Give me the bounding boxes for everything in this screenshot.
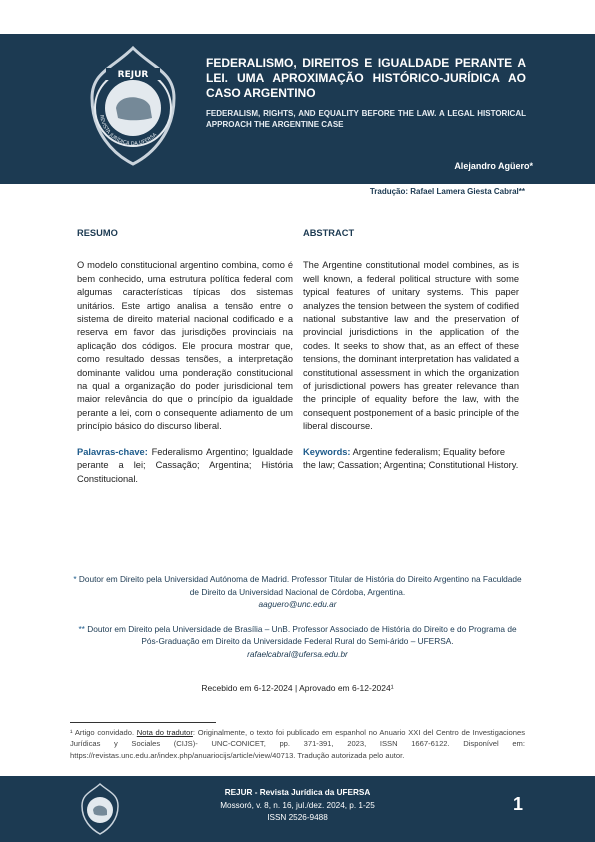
keywords-label: Keywords: — [303, 446, 351, 457]
logo-text: REJUR — [117, 70, 149, 80]
author-1-email[interactable]: aaguero@unc.edu.ar — [258, 599, 337, 609]
note-1-text: Doutor em Direito pela Universidad Autónoma de Madrid. Professor Titular de História do Direito Argentino na Faculdade de Direito da Universidad Nacional de Córdoba, Argentina. — [76, 574, 522, 597]
author-notes — [70, 573, 525, 672]
abstract-column — [303, 227, 519, 473]
palavras-chave-text: Federalismo Argentino; Igualdade perante a lei; Cassação; Argentina; História Constitucional. — [77, 446, 293, 484]
note-1-mark: * — [73, 574, 77, 584]
author-name: Alejandro Agüero* — [454, 161, 533, 171]
resumo-body: O modelo constitucional argentino combina, como é bem conhecido, uma estrutura política federal com algumas características típicas dos sistemas unitários. Este artigo analisa a tensão entre o sistema de direito material nacional codificado e a reserva em favor das jurisdições provinciais na aplicação dos códigos. Ele procura mostrar que, como resultado dessas tensões, a interpretação dominante validou uma ponderação constitucional na qual a organização do poder jurisdicional tem maior relevância do que o princípio da igualdade perante a lei, com o consequente adiamento de um princípio básico do discurso liberal. — [77, 260, 293, 432]
logo-ring-text: REVISTA JURÍDICA DA UFERSA — [98, 114, 159, 148]
rejur-logo — [78, 42, 188, 170]
palavras-chave — [77, 446, 293, 486]
note-2-mark: ** — [78, 623, 85, 634]
received-approved-dates: Recebido em 6-12-2024 | Aprovado em 6-12-2024¹ — [201, 683, 394, 693]
translator-note-label: Nota do tradutor — [136, 728, 193, 737]
keywords-text: Argentine federalism; Equality before the law; Cassation; Argentina; Constitutional History. — [303, 446, 519, 471]
footer-issue: Mossoró, v. 8, n. 16, jul./dez. 2024, p. 1-25 — [220, 800, 375, 810]
translator-line: Tradução: Rafael Lamera Giesta Cabral** — [369, 187, 525, 196]
resumo-heading: RESUMO — [77, 228, 118, 238]
footnote-divider — [70, 722, 216, 723]
footnote-1 — [70, 727, 525, 761]
footnote-mark: ¹ — [70, 728, 73, 737]
page-footer — [0, 776, 595, 842]
author-note-2 — [70, 623, 525, 661]
author-2-email[interactable]: rafaelcabral@ufersa.edu.br — [247, 648, 348, 659]
palavras-chave-label: Palavras-chave: — [77, 446, 148, 457]
abstract-body: The Argentine constitutional model combines, as is well known, a federal political structure with some typical features of unitary systems. This paper analyzes the tension between the system of codified national substantive law and the preservation of provincial jurisdictions in the application of the codes. It seeks to show that, as an effect of these tensions, the dominant interpretation has validated a constitutional assessment in which the organization of jurisdictional powers has greater relevance than the principle of equality before the law, with the consequent postponement of a basic principle of the liberal discourse. — [303, 260, 519, 432]
resumo-column — [77, 227, 293, 486]
footnote-text: : Originalmente, o texto foi publicado em espanhol no Anuario XXI del Centro de Investigaciones Jurídicas y Sociales (CIJS)- UNC-CONICET, pp. 371-391, 2023, ISSN 1667-6122. Disponível em: https://revistas.unc.edu.ar/index.php/anuariocijs/article/view/40713. Tradução autorizada pelo autor. — [70, 728, 525, 760]
footer-journal: REJUR - Revista Jurídica da UFERSA — [224, 788, 371, 797]
article-title-en: FEDERALISM, RIGHTS, AND EQUALITY BEFORE THE LAW. A LEGAL HISTORICAL APPROACH THE ARGENTINE CASE — [206, 109, 526, 129]
note-2-text: Doutor em Direito pela Universidade de Brasília – UnB. Professor Associado de História do Direito e do Programa de Pós-Graduação em Direito da Universidade Federal Rural do Semi-árido – UFERSA. — [84, 623, 517, 646]
author-note-1 — [70, 573, 525, 611]
keywords — [303, 446, 519, 473]
title-banner — [0, 34, 595, 184]
article-title-pt: FEDERALISMO, DIREITOS E IGUALDADE PERANTE A LEI. UMA APROXIMAÇÃO HISTÓRICO-JURÍDICA AO CASO ARGENTINO — [206, 56, 526, 100]
footer-citation — [0, 787, 595, 825]
page-number: 1 — [512, 794, 523, 814]
abstract-heading: ABSTRACT — [303, 228, 355, 238]
footnote-pre: Artigo convidado. — [72, 728, 137, 737]
footer-issn: ISSN 2526-9488 — [267, 813, 328, 822]
